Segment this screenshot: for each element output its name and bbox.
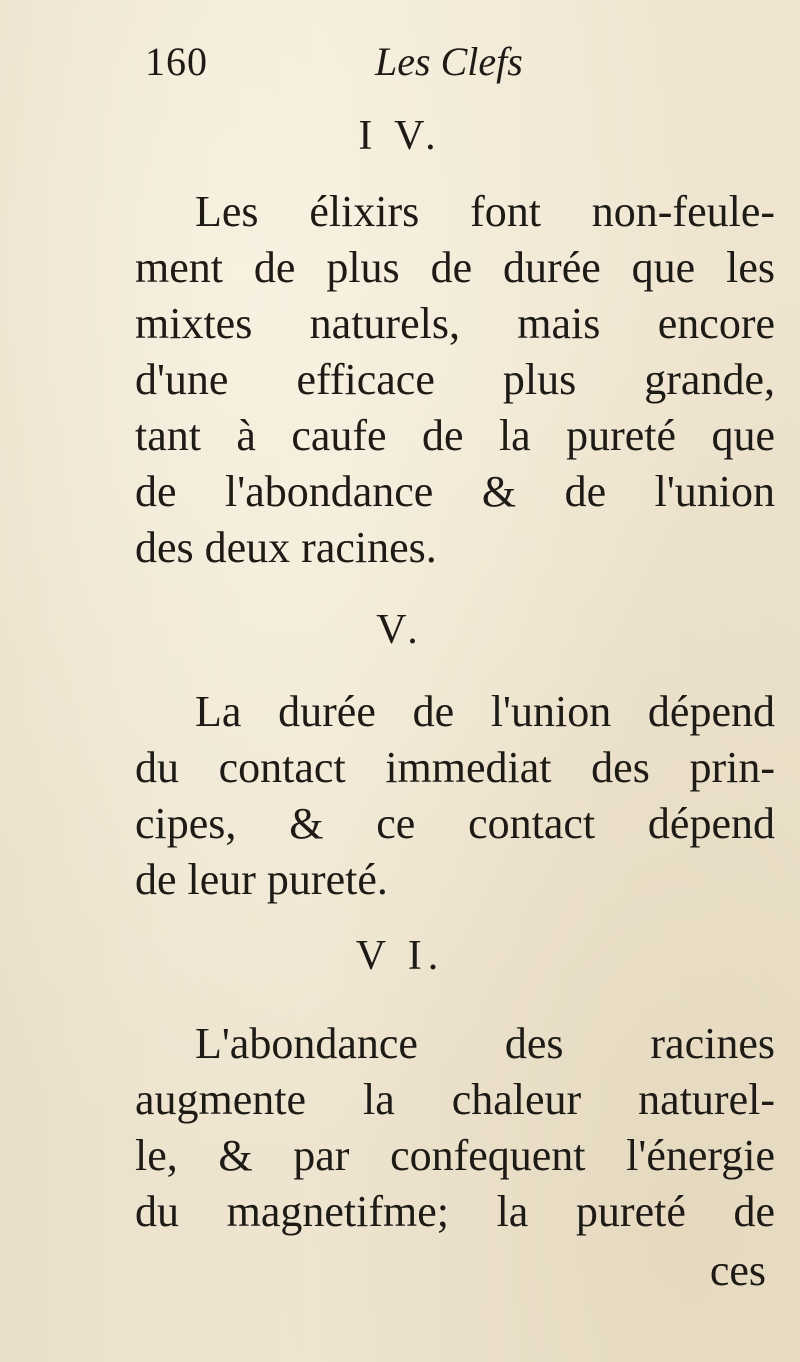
section-heading-iv: I V. [358,113,442,159]
paragraph-section-iv [135,184,775,576]
text-line: augmente la chaleur naturel- [135,1075,775,1124]
page-number: 160 [145,39,208,84]
text-line: d'une efficace plus grande, [135,355,775,404]
text-line: cipes, & ce contact dépend [135,799,775,848]
page-header [145,38,565,88]
catchword: ces [709,1246,766,1295]
text-line: mixtes naturels, mais encore [135,299,775,348]
running-title: Les Clefs [375,39,523,84]
text-line: La durée de l'union dépend [195,687,775,736]
text-line: de l'abondance & de l'union [135,467,775,516]
text-line: du magnetifme; la pureté de [135,1187,775,1236]
section-heading-vi: V I. [355,933,445,979]
text-line: Les élixirs font non-feule- [195,187,775,236]
text-line: du contact immediat des prin- [135,743,775,792]
text-line: ment de plus de durée que les [135,243,775,292]
text-line: de leur pureté. [135,855,388,904]
text-line: des deux racines. [135,523,437,572]
text-line: L'abondance des racines [195,1019,775,1068]
paragraph-section-vi [135,1016,775,1240]
text-line: tant à caufe de la pureté que [135,411,775,460]
paragraph-section-v [135,684,775,908]
section-heading-v: V. [376,607,424,653]
text-line: le, & par confequent l'énergie [135,1131,775,1180]
